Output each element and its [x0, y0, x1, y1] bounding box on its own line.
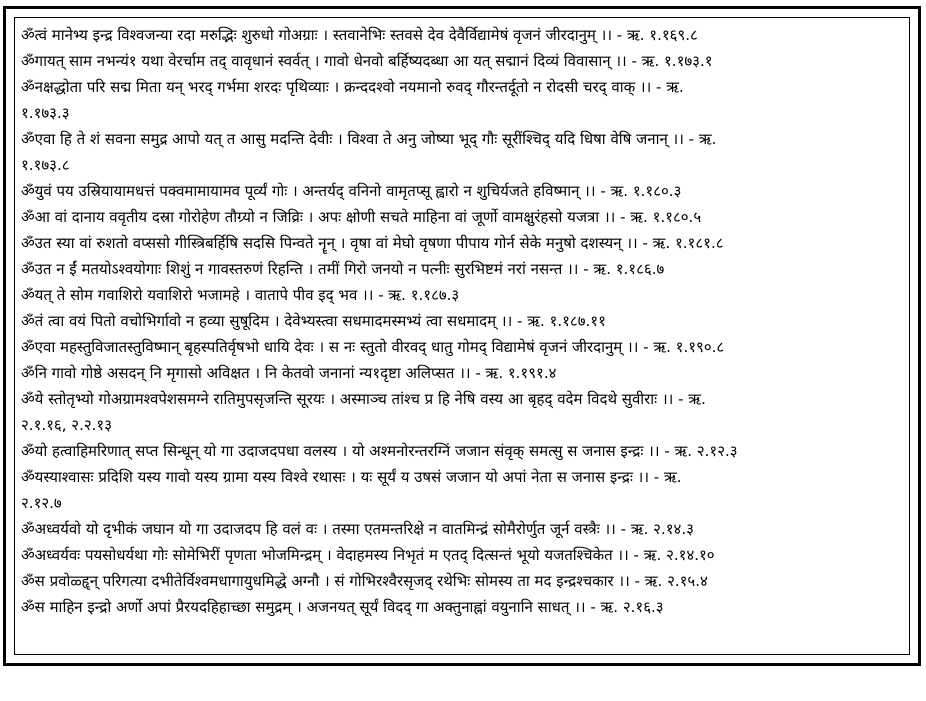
verse-line: ॐउत न ईं मतयोऽश्वयोगाः शिशुं न गावस्तरुणं रिहन्ति । तमीं गिरो जनयो न पत्नीः सुरभिष्टमं नरां नसन्त ।। - ऋ. १.१८६.७: [21, 260, 665, 278]
verse-line: ॐएवा हि ते शं सवना समुद्र आपो यत् त आसु मदन्ति देवीः । विश्वा ते अनु जोष्या भूद् गौः सूरींश्चिद् यदि धिषा वेषि जनान् ।। - ऋ.: [21, 130, 717, 148]
verse-line: ॐयस्याश्वासः प्रदिशि यस्य गावो यस्य ग्रामा यस्य विश्वे रथासः । यः सूर्यं य उषसं जजान यो अपां नेता स जनास इन्द्रः ।। - ऋ.: [21, 468, 682, 486]
verse-line: ॐत्वं मानेभ्य इन्द्र विश्वजन्या रदा मरुद्भिः शुरुधो गोअग्राः । स्तवानेभिः स्तवसे देव देवैर्विद्यामेषं वृजनं जीरदानुम् ।। - ऋ. १.१६९.८: [21, 26, 698, 44]
verse-line: ॐगायत् साम नभन्यं१ यथा वेरर्चाम तद् वावृधानं स्वर्वत् । गावो धेनवो बर्हिष्यदब्धा आ यत् सद्मानं दिव्यं विवासान् ।। - ऋ. १.१७३.१: [21, 52, 713, 70]
document-outer-border: [3, 6, 921, 666]
verse-line: ॐस प्रवोळ्हॄन् परिगत्या दभीतेर्विश्वमधागायुधमिद्धे अग्नौ । सं गोभिरश्वैरसृजद् रथेभिः सोमस्य ता मद इन्द्रश्चकार ।। - ऋ. २.१५.४: [21, 572, 708, 590]
verse-reference-continuation: २.१.१६, २.२.१३: [21, 416, 113, 434]
verse-line: ॐयुवं पय उस्रियायामधत्तं पक्वमामायामव पूर्व्यं गोः । अन्तर्यद् वनिनो वामृतप्सू ह्वारो न शुचिर्यजते हविष्मान् ।। - ऋ. १.१८०.३: [21, 182, 682, 200]
verse-line: ॐआ वां दानाय ववृतीय दस्रा गोरोहेण तौग्र्यो न जिव्रिः । अपः क्षोणी सचते माहिना वां जूर्णो वामक्षुरंहसो यजत्रा ।। - ऋ. १.१८०.५: [21, 208, 702, 226]
verse-reference-continuation: १.१७३.३: [21, 104, 70, 122]
verse-line: ॐनि गावो गोष्ठे असदन् नि मृगासो अविक्षत । नि केतवो जनानां न्य१दृष्टा अलिप्सत ।। - ऋ. १.१९१.४: [21, 364, 557, 382]
verse-line: ॐयत् ते सोम गवाशिरो यवाशिरो भजामहे । वातापे पीव इद् भव ।। - ऋ. १.१८७.३: [21, 286, 460, 304]
document-inner-border: [14, 17, 910, 655]
verse-line: ॐनक्षद्धोता परि सद्म मिता यन् भरद् गर्भमा शरदः पृथिव्याः । क्रन्ददश्वो नयमानो रुवद् गौरन्तर्दूतो न रोदसी चरद् वाक् ।। - ऋ.: [21, 78, 684, 96]
verse-line: ॐस माहिन इन्द्रो अर्णो अपां प्रैरयदहिहाच्छा समुद्रम् । अजनयत् सूर्यं विदद् गा अक्तुनाह्नां वयुनानि साधत् ।। - ऋ. २.१६.३: [21, 598, 664, 616]
verse-line: ॐएवा महस्तुविजातस्तुविष्मान् बृहस्पतिर्वृषभो धायि देवः । स नः स्तुतो वीरवद् धातु गोमद् विद्यामेषं वृजनं जीरदानुम् ।। - ऋ. १.१९०.८: [21, 338, 725, 356]
verse-list: [21, 22, 903, 620]
verse-line: ॐतं त्वा वयं पितो वचोभिर्गावो न हव्या सुषूदिम । देवेभ्यस्त्वा सधमादमस्मभ्यं त्वा सधमादम् ।। - ऋ. १.१८७.११: [21, 312, 606, 330]
verse-reference-continuation: १.१७३.८: [21, 156, 70, 174]
verse-line: ॐयो हत्वाहिमरिणात् सप्त सिन्धून् यो गा उदाजदपधा वलस्य । यो अश्मनोरन्तरग्निं जजान संवृक् समत्सु स जनास इन्द्रः ।। - ऋ. २.१२.३: [21, 442, 738, 460]
verse-line: ॐउत स्या वां रुशतो वप्ससो गीस्त्रिबर्हिषि सदसि पिन्वते नॄन् । वृषा वां मेघो वृषणा पीपाय गोर्न सेके मनुषो दशस्यन् ।। - ऋ. १.१८१.८: [21, 234, 724, 252]
verse-line: ॐअध्वर्यवो यो दृभीकं जघान यो गा उदाजदप हि वलं वः । तस्मा एतमन्तरिक्षे न वातमिन्द्रं सोमैरोर्णुत जूर्न वस्त्रैः ।। - ऋ. २.१४.३: [21, 520, 694, 538]
verse-line: ॐये स्तोतृभ्यो गोअग्रामश्वपेशसमग्ने रातिमुपसृजन्ति सूरयः । अस्माञ्च तांश्च प्र हि नेषि वस्य आ बृहद् वदेम विदथे सुवीराः ।। - ऋ.: [21, 390, 706, 408]
verse-reference-continuation: २.१२.७: [21, 494, 62, 512]
verse-line: ॐअध्वर्यवः पयसोधर्यथा गोः सोमेभिरीं पृणता भोजमिन्द्रम् । वेदाहमस्य निभृतं म एतद् दित्सन्तं भूयो यजतश्चिकेत ।। - ऋ. २.१४.१०: [21, 546, 715, 564]
